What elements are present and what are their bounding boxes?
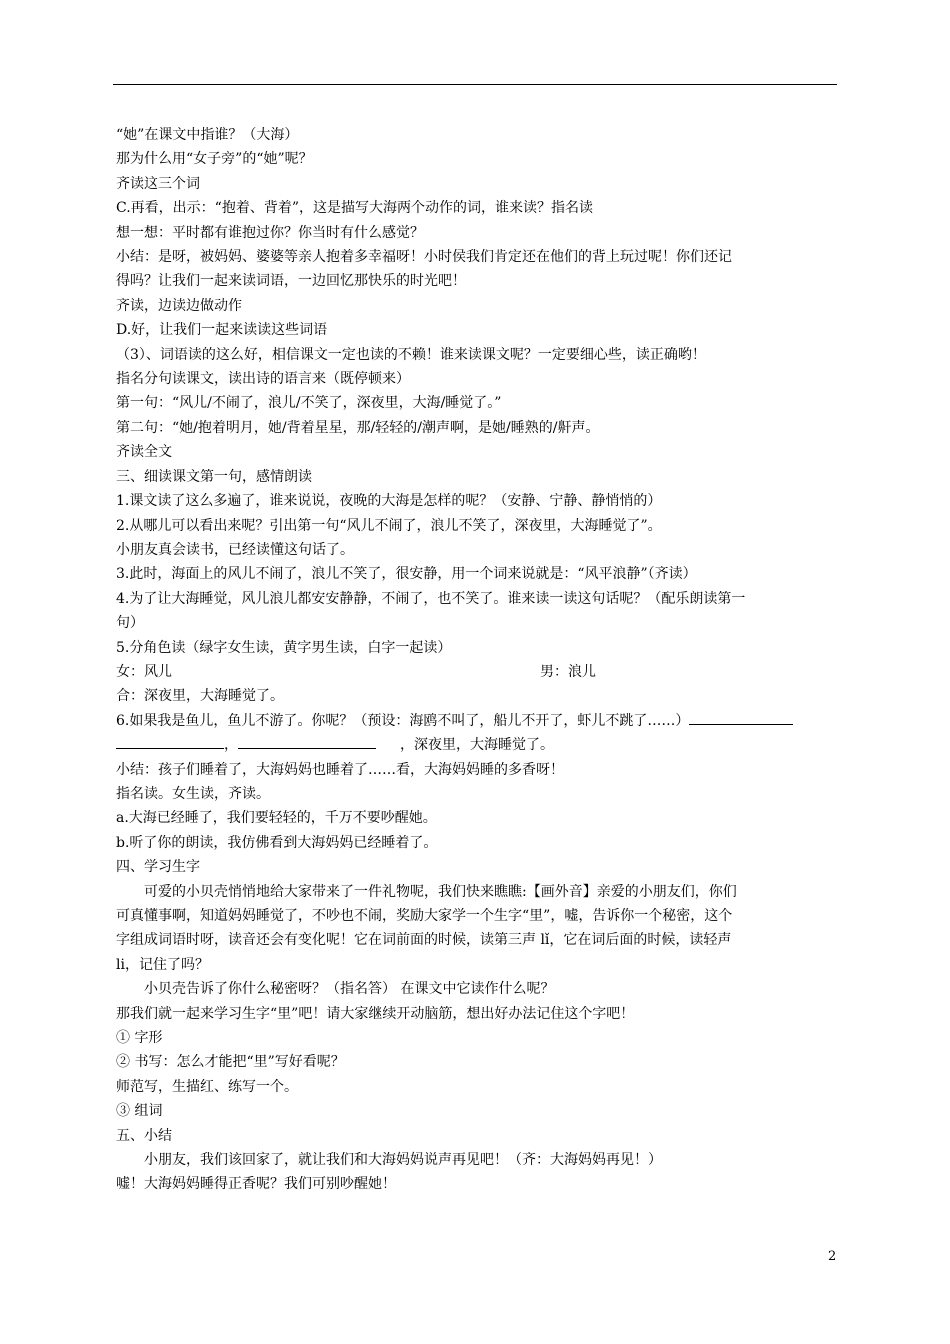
text-line: 小结：是呀，被妈妈、婆婆等亲人抱着多幸福呀！小时侯我们肯定还在他们的背上玩过呢！你们还记 xyxy=(116,249,732,266)
text-line: a.大海已经睡了，我们要轻轻的，千万不要吵醒她。 xyxy=(116,810,437,827)
text-line: 合：深夜里，大海睡觉了。 xyxy=(116,688,284,705)
text-line: b.听了你的朗读，我仿佛看到大海妈妈已经睡着了。 xyxy=(116,834,438,851)
text-line: 句） xyxy=(116,615,144,632)
text-line: 小贝壳告诉了你什么秘密呀？（指名答） 在课文中它读作什么呢？ xyxy=(144,981,555,998)
text-line: “她”在课文中指谁？（大海） xyxy=(116,127,299,143)
text-line: 指名分句读课文，读出诗的语言来（既停顿来） xyxy=(116,371,410,388)
section-heading: 五、小结 xyxy=(116,1127,172,1144)
text-line: 4.为了让大海睡觉，风儿浪儿都安安静静，不闹了，也不笑了。谁来读一读这句话呢？（配乐朗读第一 xyxy=(116,590,746,607)
fill-in-blank xyxy=(238,734,376,749)
text-line: 齐读全文 xyxy=(116,444,172,461)
text-line: 那为什么用“女子旁”的“她”呢？ xyxy=(116,151,313,168)
text-line: 3.此时，海面上的风儿不闹了，浪儿不笑了，很安静，用一个词来说就是：“风平浪静”（齐读） xyxy=(116,566,697,583)
comma: ， xyxy=(224,737,238,754)
paragraph-line: 可真懂事啊，知道妈妈睡觉了，不吵也不闹，奖励大家学一个生字“里”，嘘，告诉你一个秘密，这个 xyxy=(116,908,733,924)
fill-in-line-2 xyxy=(116,733,852,757)
text-line: 小结：孩子们睡着了，大海妈妈也睡着了……看，大海妈妈睡的多香呀！ xyxy=(116,761,564,778)
text-line: 师范写，生描红、练写一个。 xyxy=(116,1078,298,1095)
section-heading: 三、细读课文第一句，感情朗读 xyxy=(116,468,312,485)
text-line: 第一句：“风儿/不闹了，浪儿/不笑了，深夜里，大海/睡觉了。” xyxy=(116,395,502,412)
text-line: 1.课文读了这么多遍了，谁来说说，夜晚的大海是怎样的呢？（安静、宁静、静悄悄的） xyxy=(116,493,662,510)
paragraph-line: li，记住了吗？ xyxy=(116,956,209,973)
text-line: 那我们就一起来学习生字“里”吧！请大家继续开动脑筋，想出好办法记住这个字吧！ xyxy=(116,1005,635,1022)
text-line: 小朋友，我们该回家了，就让我们和大海妈妈说声再见吧！（齐：大海妈妈再见！） xyxy=(144,1152,662,1169)
text-line: 第二句：“她/抱着明月，她/背着星星，那/轻轻的/潮声啊，是她/睡熟的/鼾声。 xyxy=(116,419,600,436)
header-rule xyxy=(113,84,837,85)
text-line: 5.分角色读（绿字女生读，黄字男生读，白字一起读） xyxy=(116,639,452,656)
text-line: （3）、词语读的这么好，相信课文一定也读的不赖！谁来读课文呢？一定要细心些，读正确哟！ xyxy=(116,346,706,363)
list-item: ③ 组词 xyxy=(116,1103,163,1120)
text-line: 想一想：平时都有谁抱过你？你当时有什么感觉？ xyxy=(116,224,424,241)
text-line: 2.从哪儿可以看出来呢？引出第一句“风儿不闹了，浪儿不笑了，深夜里，大海睡觉了”。 xyxy=(116,517,662,534)
document-body xyxy=(116,123,852,1197)
fill-in-blank xyxy=(116,734,224,749)
section-heading: 四、学习生字 xyxy=(116,859,200,876)
paragraph-line: 字组成词语时呀，读音还会有变化呢！它在词前面的时候，读第三声 lǐ，它在词后面的时候，读轻声 xyxy=(116,932,732,949)
paragraph-line: 可爱的小贝壳悄悄地给大家带来了一件礼物呢，我们快来瞧瞧:【画外音】亲爱的小朋友们，你们 xyxy=(144,883,737,900)
male-role: 男：浪儿 xyxy=(540,663,596,680)
text-line: 小朋友真会读书，已经读懂这句话了。 xyxy=(116,541,354,558)
role-reading-line xyxy=(116,660,852,684)
text-line: 齐读这三个词 xyxy=(116,175,200,192)
list-item: ② 书写：怎么才能把“里”写好看呢？ xyxy=(116,1054,345,1071)
text-line: 齐读，边读边做动作 xyxy=(116,297,242,314)
female-role: 女：风儿 xyxy=(116,663,172,680)
text-line: C.再看，出示：“抱着、背着”，这是描写大海两个动作的词，谁来读？指名读 xyxy=(116,200,593,217)
fill-in-blank xyxy=(689,710,793,725)
text-line: 得吗？让我们一起来读词语，一边回忆那快乐的时光吧！ xyxy=(116,273,466,290)
page-number: 2 xyxy=(828,1249,837,1264)
list-item: ① 字形 xyxy=(116,1030,163,1047)
fill-in-prompt: 6.如果我是鱼儿，鱼儿不游了。你呢？（预设：海鸥不叫了，船儿不开了，虾儿不跳了……） xyxy=(116,712,690,729)
text-line: 嘘！大海妈妈睡得正香呢？我们可别吵醒她！ xyxy=(116,1176,396,1193)
fill-in-tail: ，深夜里，大海睡觉了。 xyxy=(400,737,554,754)
fill-in-line-1 xyxy=(116,709,852,733)
text-line: 指名读。女生读，齐读。 xyxy=(116,785,270,802)
text-line: D.好，让我们一起来读读这些词语 xyxy=(116,322,328,339)
